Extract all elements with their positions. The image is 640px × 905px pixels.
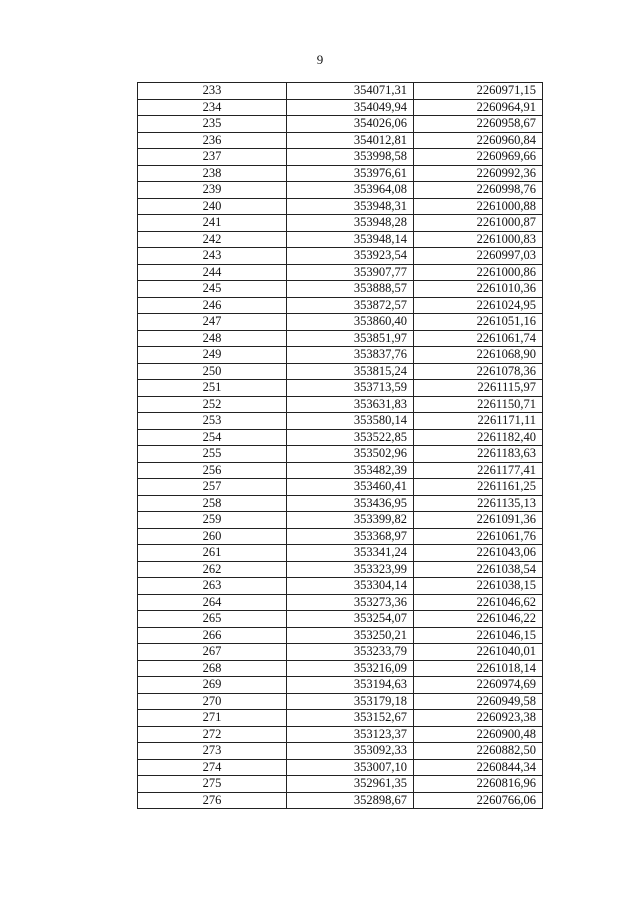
point-number-cell: 267 xyxy=(138,644,287,661)
x-coordinate-cell: 353948,14 xyxy=(287,231,414,248)
point-number-cell: 248 xyxy=(138,330,287,347)
point-number-cell: 261 xyxy=(138,545,287,562)
table-row xyxy=(138,792,543,809)
y-coordinate-cell: 2260766,06 xyxy=(414,792,543,809)
point-number-cell: 247 xyxy=(138,314,287,331)
table-row xyxy=(138,116,543,133)
table-row xyxy=(138,248,543,265)
y-coordinate-cell: 2261040,01 xyxy=(414,644,543,661)
y-coordinate-cell: 2261000,86 xyxy=(414,264,543,281)
table-row xyxy=(138,545,543,562)
y-coordinate-cell: 2260971,15 xyxy=(414,83,543,100)
y-coordinate-cell: 2261051,16 xyxy=(414,314,543,331)
y-coordinate-cell: 2260923,38 xyxy=(414,710,543,727)
y-coordinate-cell: 2261038,15 xyxy=(414,578,543,595)
coordinates-table xyxy=(137,82,543,809)
x-coordinate-cell: 353323,99 xyxy=(287,561,414,578)
point-number-cell: 239 xyxy=(138,182,287,199)
table-row xyxy=(138,149,543,166)
y-coordinate-cell: 2261038,54 xyxy=(414,561,543,578)
point-number-cell: 266 xyxy=(138,627,287,644)
x-coordinate-cell: 353923,54 xyxy=(287,248,414,265)
point-number-cell: 264 xyxy=(138,594,287,611)
table-row xyxy=(138,198,543,215)
table-row xyxy=(138,330,543,347)
table-row xyxy=(138,380,543,397)
y-coordinate-cell: 2260844,34 xyxy=(414,759,543,776)
point-number-cell: 254 xyxy=(138,429,287,446)
x-coordinate-cell: 353194,63 xyxy=(287,677,414,694)
x-coordinate-cell: 353888,57 xyxy=(287,281,414,298)
point-number-cell: 275 xyxy=(138,776,287,793)
x-coordinate-cell: 353341,24 xyxy=(287,545,414,562)
table-row xyxy=(138,759,543,776)
table-row xyxy=(138,396,543,413)
point-number-cell: 269 xyxy=(138,677,287,694)
point-number-cell: 259 xyxy=(138,512,287,529)
point-number-cell: 258 xyxy=(138,495,287,512)
y-coordinate-cell: 2261000,83 xyxy=(414,231,543,248)
y-coordinate-cell: 2261010,36 xyxy=(414,281,543,298)
x-coordinate-cell: 353250,21 xyxy=(287,627,414,644)
table-row xyxy=(138,347,543,364)
table-row xyxy=(138,413,543,430)
table-row xyxy=(138,660,543,677)
y-coordinate-cell: 2260882,50 xyxy=(414,743,543,760)
y-coordinate-cell: 2261000,88 xyxy=(414,198,543,215)
x-coordinate-cell: 353436,95 xyxy=(287,495,414,512)
y-coordinate-cell: 2261024,95 xyxy=(414,297,543,314)
table-row xyxy=(138,644,543,661)
y-coordinate-cell: 2261115,97 xyxy=(414,380,543,397)
point-number-cell: 255 xyxy=(138,446,287,463)
y-coordinate-cell: 2261046,62 xyxy=(414,594,543,611)
point-number-cell: 256 xyxy=(138,462,287,479)
x-coordinate-cell: 353631,83 xyxy=(287,396,414,413)
x-coordinate-cell: 353998,58 xyxy=(287,149,414,166)
x-coordinate-cell: 353092,33 xyxy=(287,743,414,760)
table-row xyxy=(138,215,543,232)
table-row xyxy=(138,743,543,760)
y-coordinate-cell: 2261177,41 xyxy=(414,462,543,479)
x-coordinate-cell: 353304,14 xyxy=(287,578,414,595)
y-coordinate-cell: 2261018,14 xyxy=(414,660,543,677)
x-coordinate-cell: 353399,82 xyxy=(287,512,414,529)
point-number-cell: 244 xyxy=(138,264,287,281)
table-row xyxy=(138,314,543,331)
x-coordinate-cell: 353123,37 xyxy=(287,726,414,743)
point-number-cell: 240 xyxy=(138,198,287,215)
x-coordinate-cell: 353713,59 xyxy=(287,380,414,397)
coordinates-table-body xyxy=(138,83,543,809)
point-number-cell: 257 xyxy=(138,479,287,496)
table-row xyxy=(138,165,543,182)
table-row xyxy=(138,627,543,644)
x-coordinate-cell: 353368,97 xyxy=(287,528,414,545)
x-coordinate-cell: 353502,96 xyxy=(287,446,414,463)
point-number-cell: 260 xyxy=(138,528,287,545)
table-row xyxy=(138,281,543,298)
y-coordinate-cell: 2261135,13 xyxy=(414,495,543,512)
table-row xyxy=(138,611,543,628)
table-row xyxy=(138,363,543,380)
x-coordinate-cell: 353964,08 xyxy=(287,182,414,199)
x-coordinate-cell: 352961,35 xyxy=(287,776,414,793)
x-coordinate-cell: 353179,18 xyxy=(287,693,414,710)
table-row xyxy=(138,429,543,446)
y-coordinate-cell: 2260816,96 xyxy=(414,776,543,793)
point-number-cell: 241 xyxy=(138,215,287,232)
page-number: 9 xyxy=(316,52,324,67)
table-row xyxy=(138,726,543,743)
x-coordinate-cell: 352898,67 xyxy=(287,792,414,809)
table-row xyxy=(138,495,543,512)
table-row xyxy=(138,594,543,611)
table-row xyxy=(138,264,543,281)
x-coordinate-cell: 353216,09 xyxy=(287,660,414,677)
point-number-cell: 272 xyxy=(138,726,287,743)
table-row xyxy=(138,231,543,248)
point-number-cell: 250 xyxy=(138,363,287,380)
y-coordinate-cell: 2260997,03 xyxy=(414,248,543,265)
y-coordinate-cell: 2261182,40 xyxy=(414,429,543,446)
x-coordinate-cell: 353907,77 xyxy=(287,264,414,281)
x-coordinate-cell: 354012,81 xyxy=(287,132,414,149)
point-number-cell: 271 xyxy=(138,710,287,727)
y-coordinate-cell: 2261046,15 xyxy=(414,627,543,644)
table-row xyxy=(138,578,543,595)
table-row xyxy=(138,182,543,199)
point-number-cell: 243 xyxy=(138,248,287,265)
x-coordinate-cell: 353976,61 xyxy=(287,165,414,182)
y-coordinate-cell: 2260998,76 xyxy=(414,182,543,199)
y-coordinate-cell: 2260949,58 xyxy=(414,693,543,710)
y-coordinate-cell: 2261183,63 xyxy=(414,446,543,463)
y-coordinate-cell: 2260969,66 xyxy=(414,149,543,166)
point-number-cell: 253 xyxy=(138,413,287,430)
point-number-cell: 235 xyxy=(138,116,287,133)
y-coordinate-cell: 2261043,06 xyxy=(414,545,543,562)
x-coordinate-cell: 353482,39 xyxy=(287,462,414,479)
table-row xyxy=(138,479,543,496)
x-coordinate-cell: 353152,67 xyxy=(287,710,414,727)
y-coordinate-cell: 2261171,11 xyxy=(414,413,543,430)
x-coordinate-cell: 353580,14 xyxy=(287,413,414,430)
x-coordinate-cell: 353254,07 xyxy=(287,611,414,628)
table-row xyxy=(138,132,543,149)
table-row xyxy=(138,462,543,479)
x-coordinate-cell: 354026,06 xyxy=(287,116,414,133)
x-coordinate-cell: 353872,57 xyxy=(287,297,414,314)
x-coordinate-cell: 353273,36 xyxy=(287,594,414,611)
y-coordinate-cell: 2260960,84 xyxy=(414,132,543,149)
y-coordinate-cell: 2260974,69 xyxy=(414,677,543,694)
y-coordinate-cell: 2261000,87 xyxy=(414,215,543,232)
x-coordinate-cell: 353860,40 xyxy=(287,314,414,331)
table-row xyxy=(138,83,543,100)
point-number-cell: 273 xyxy=(138,743,287,760)
y-coordinate-cell: 2260964,91 xyxy=(414,99,543,116)
point-number-cell: 263 xyxy=(138,578,287,595)
y-coordinate-cell: 2261091,36 xyxy=(414,512,543,529)
y-coordinate-cell: 2261061,74 xyxy=(414,330,543,347)
y-coordinate-cell: 2260992,36 xyxy=(414,165,543,182)
y-coordinate-cell: 2261150,71 xyxy=(414,396,543,413)
point-number-cell: 276 xyxy=(138,792,287,809)
point-number-cell: 268 xyxy=(138,660,287,677)
x-coordinate-cell: 353837,76 xyxy=(287,347,414,364)
point-number-cell: 238 xyxy=(138,165,287,182)
x-coordinate-cell: 353460,41 xyxy=(287,479,414,496)
table-row xyxy=(138,677,543,694)
point-number-cell: 233 xyxy=(138,83,287,100)
point-number-cell: 237 xyxy=(138,149,287,166)
table-row xyxy=(138,710,543,727)
point-number-cell: 234 xyxy=(138,99,287,116)
point-number-cell: 252 xyxy=(138,396,287,413)
table-row xyxy=(138,528,543,545)
y-coordinate-cell: 2260900,48 xyxy=(414,726,543,743)
table-row xyxy=(138,512,543,529)
point-number-cell: 270 xyxy=(138,693,287,710)
x-coordinate-cell: 353007,10 xyxy=(287,759,414,776)
point-number-cell: 245 xyxy=(138,281,287,298)
point-number-cell: 274 xyxy=(138,759,287,776)
point-number-cell: 265 xyxy=(138,611,287,628)
table-row xyxy=(138,297,543,314)
table-row xyxy=(138,99,543,116)
point-number-cell: 242 xyxy=(138,231,287,248)
x-coordinate-cell: 354071,31 xyxy=(287,83,414,100)
table-row xyxy=(138,561,543,578)
point-number-cell: 249 xyxy=(138,347,287,364)
point-number-cell: 262 xyxy=(138,561,287,578)
y-coordinate-cell: 2261078,36 xyxy=(414,363,543,380)
point-number-cell: 236 xyxy=(138,132,287,149)
x-coordinate-cell: 353851,97 xyxy=(287,330,414,347)
y-coordinate-cell: 2260958,67 xyxy=(414,116,543,133)
x-coordinate-cell: 353233,79 xyxy=(287,644,414,661)
x-coordinate-cell: 353815,24 xyxy=(287,363,414,380)
x-coordinate-cell: 354049,94 xyxy=(287,99,414,116)
table-row xyxy=(138,446,543,463)
y-coordinate-cell: 2261061,76 xyxy=(414,528,543,545)
y-coordinate-cell: 2261161,25 xyxy=(414,479,543,496)
table-row xyxy=(138,693,543,710)
point-number-cell: 246 xyxy=(138,297,287,314)
point-number-cell: 251 xyxy=(138,380,287,397)
table-row xyxy=(138,776,543,793)
y-coordinate-cell: 2261046,22 xyxy=(414,611,543,628)
x-coordinate-cell: 353522,85 xyxy=(287,429,414,446)
y-coordinate-cell: 2261068,90 xyxy=(414,347,543,364)
x-coordinate-cell: 353948,28 xyxy=(287,215,414,232)
x-coordinate-cell: 353948,31 xyxy=(287,198,414,215)
